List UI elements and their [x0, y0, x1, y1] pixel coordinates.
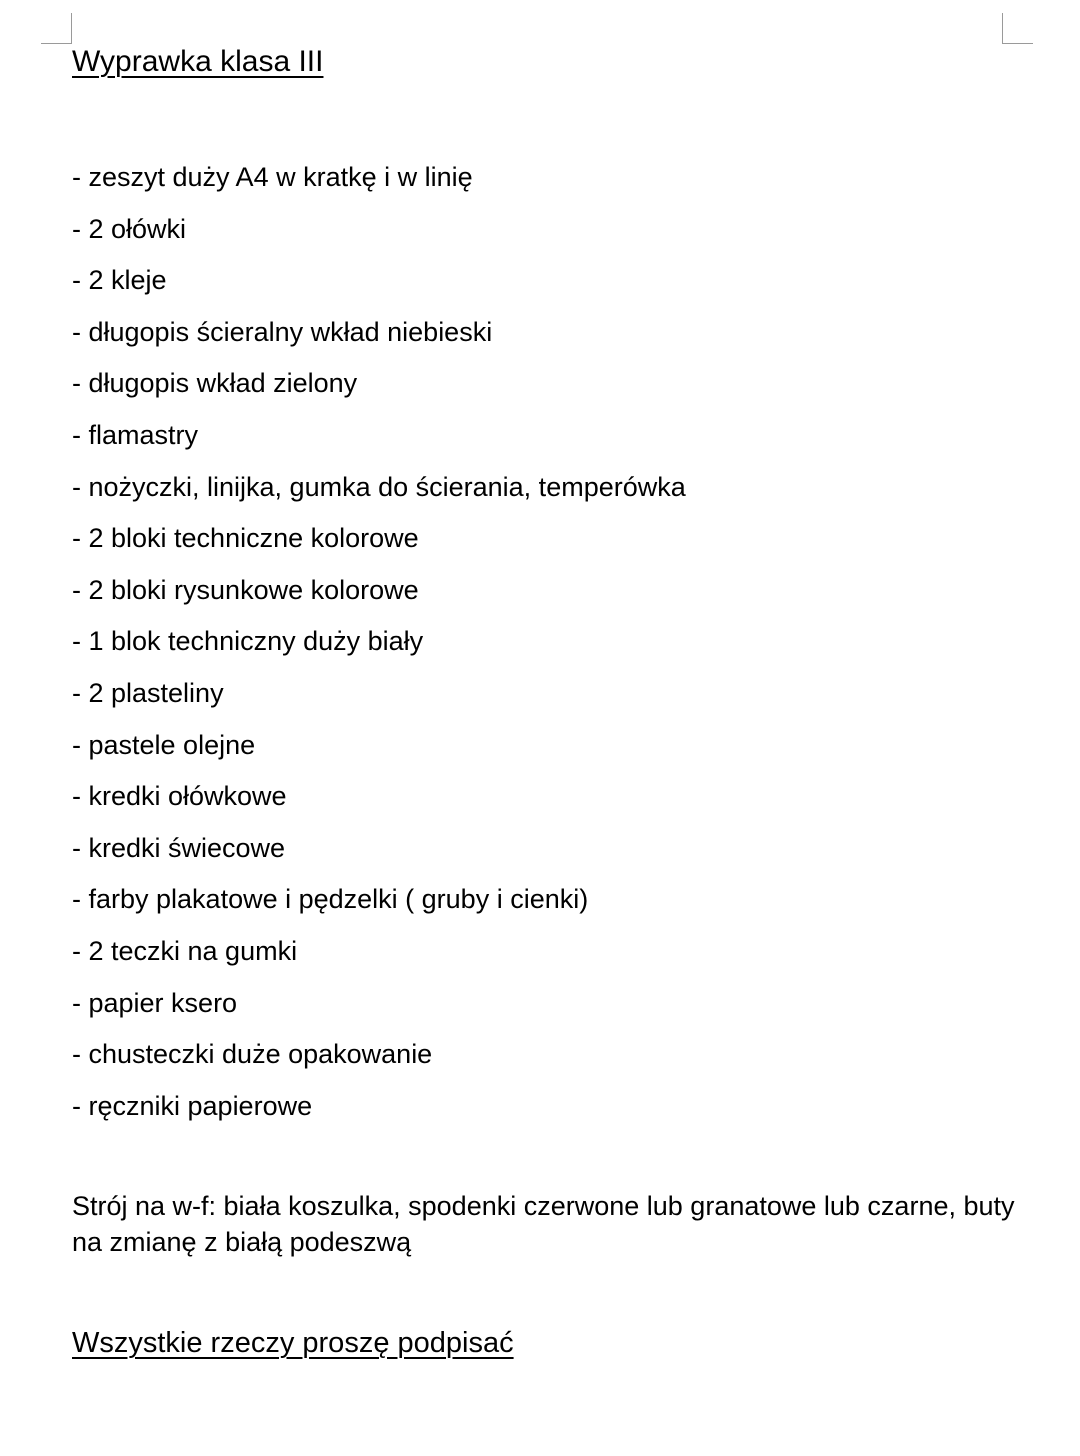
list-item: - 1 blok techniczny duży biały — [72, 626, 424, 657]
document-title: Wyprawka klasa III — [72, 45, 324, 78]
list-item: - pastele olejne — [72, 729, 256, 760]
list-item: - 2 teczki na gumki — [72, 935, 298, 966]
list-item: - flamastry — [72, 419, 199, 450]
list-item: - 2 kleje — [72, 265, 167, 296]
list-item: - zeszyt duży A4 w kratkę i w linię — [72, 162, 473, 192]
list-item: - chusteczki duże opakowanie — [72, 1039, 433, 1070]
list-item: - nożyczki, linijka, gumka do ścierania, temperówka — [72, 471, 686, 502]
list-item: - 2 ołówki — [72, 213, 187, 244]
label-reminder-note: Wszystkie rzeczy proszę podpisać — [72, 1327, 514, 1359]
list-item: - długopis ścieralny wkład niebieski — [72, 316, 493, 347]
list-item: - farby plakatowe i pędzelki ( gruby i cienki) — [72, 884, 589, 915]
supply-list — [72, 152, 686, 1132]
list-item: - ręczniki papierowe — [72, 1090, 313, 1121]
list-item: - 2 bloki rysunkowe kolorowe — [72, 574, 419, 605]
list-item: - 2 plasteliny — [72, 677, 224, 708]
crop-mark-top-left-horizontal — [41, 43, 72, 44]
list-item: - 2 bloki techniczne kolorowe — [72, 523, 419, 554]
list-item: - kredki świecowe — [72, 832, 286, 863]
list-item: - kredki ołówkowe — [72, 781, 287, 812]
crop-mark-top-right-vertical — [1002, 13, 1003, 44]
list-item: - papier ksero — [72, 987, 238, 1018]
crop-mark-top-left-vertical — [71, 13, 72, 44]
crop-mark-top-right-horizontal — [1002, 43, 1033, 44]
list-item: - długopis wkład zielony — [72, 368, 358, 399]
pe-outfit-note: Strój na w-f: biała koszulka, spodenki czerwone lub granatowe lub czarne, buty na zmianę z białą podeszwą — [72, 1191, 1015, 1257]
